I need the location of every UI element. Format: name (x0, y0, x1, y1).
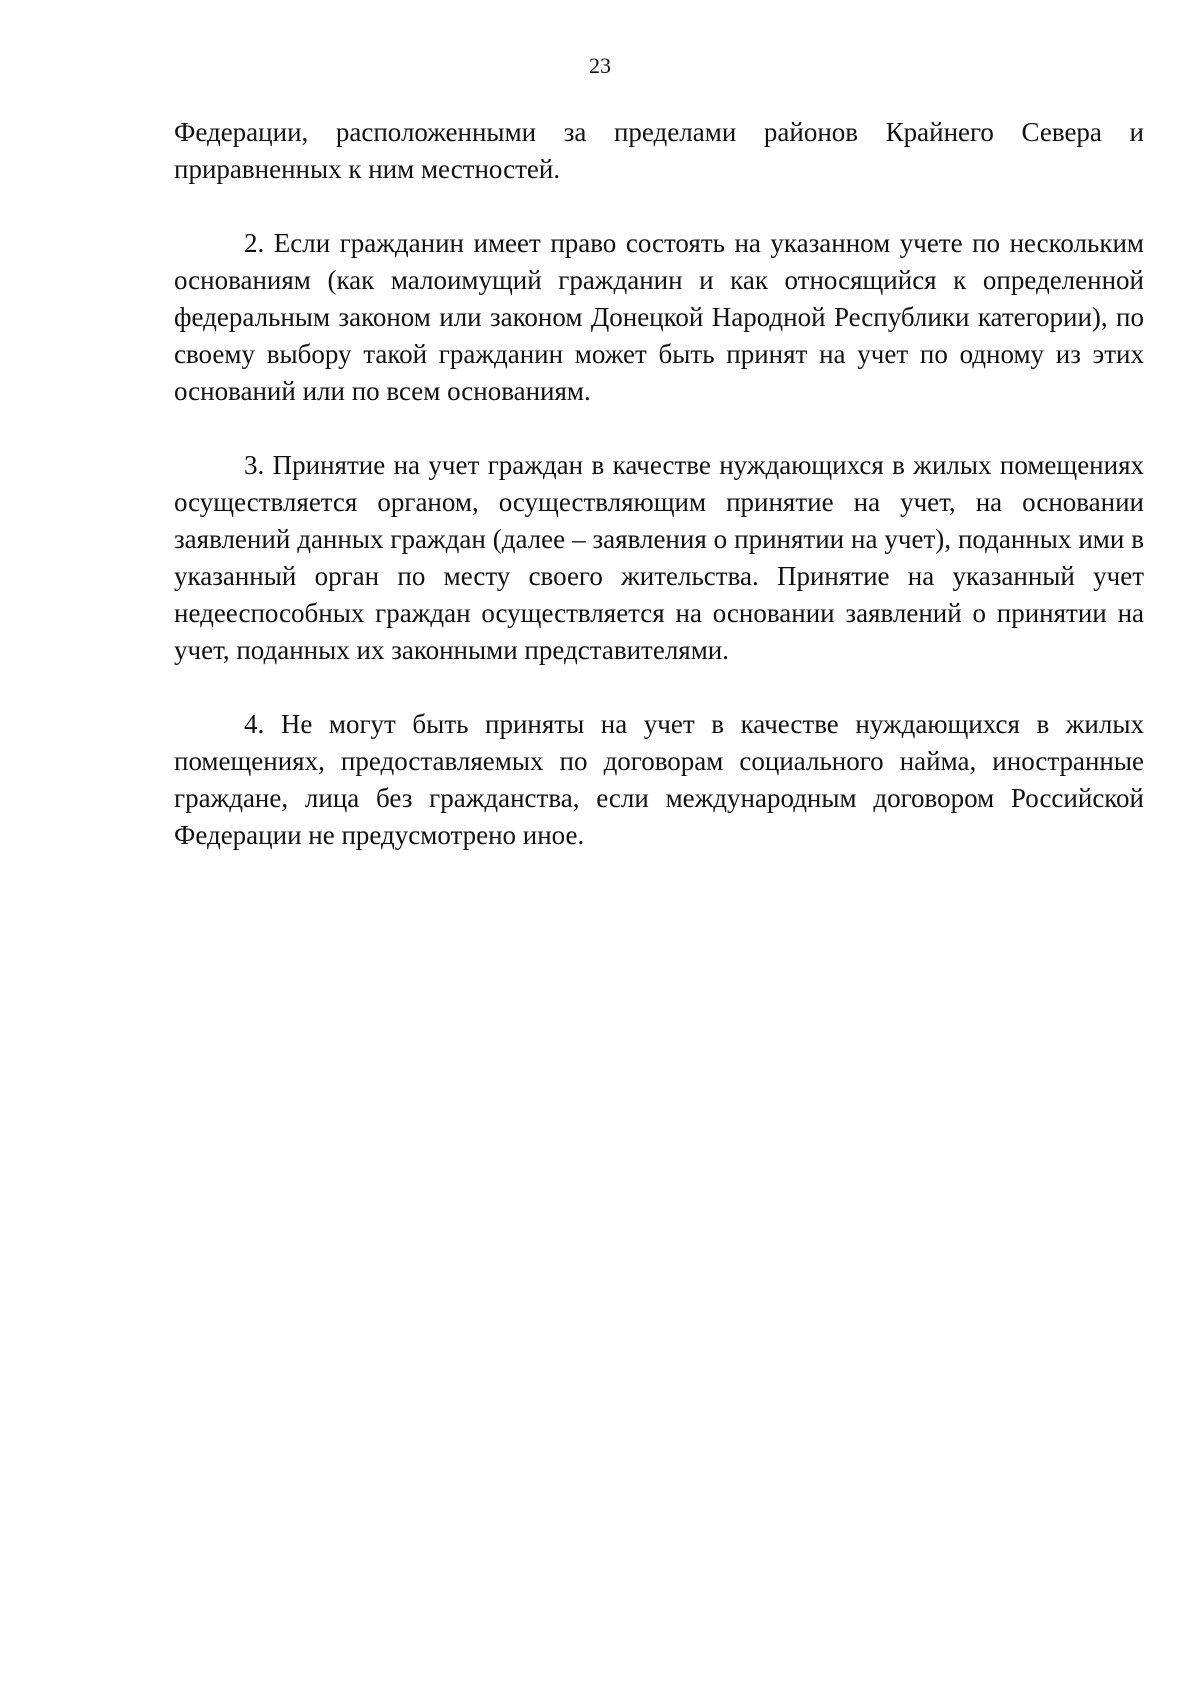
paragraph-continuation: Федерации, расположенными за пределами районов Крайнего Севера и приравненных к ним местностей. (174, 117, 1144, 184)
paragraph-item-4: 4. Не могут быть приняты на учет в качестве нуждающихся в жилых помещениях, предоставляемых по договорам социального найма, иностранные граждане, лица без гражданства, если международным договором Российской Федерации не предусмотрено иное. (174, 709, 1144, 850)
paragraph-item-3: 3. Принятие на учет граждан в качестве нуждающихся в жилых помещениях осуществляется органом, осуществляющим принятие на учет, на основании заявлений данных граждан (далее – заявления о принятии на учет), поданных ими в указанный орган по месту своего жительства. Принятие на указанный учет недееспособных граждан осуществляется на основании заявлений о принятии на учет, поданных их законными представителями. (174, 450, 1144, 665)
document-body (174, 114, 1144, 854)
page-number: 23 (589, 53, 611, 78)
paragraph-item-2: 2. Если гражданин имеет право состоять на указанном учете по нескольким основаниям (как малоимущий гражданин и как относящийся к определенной федеральным законом или законом Донецкой Народной Республики категории), по своему выбору такой гражданин может быть принят на учет по одному из этих оснований или по всем основаниям. (174, 228, 1144, 406)
